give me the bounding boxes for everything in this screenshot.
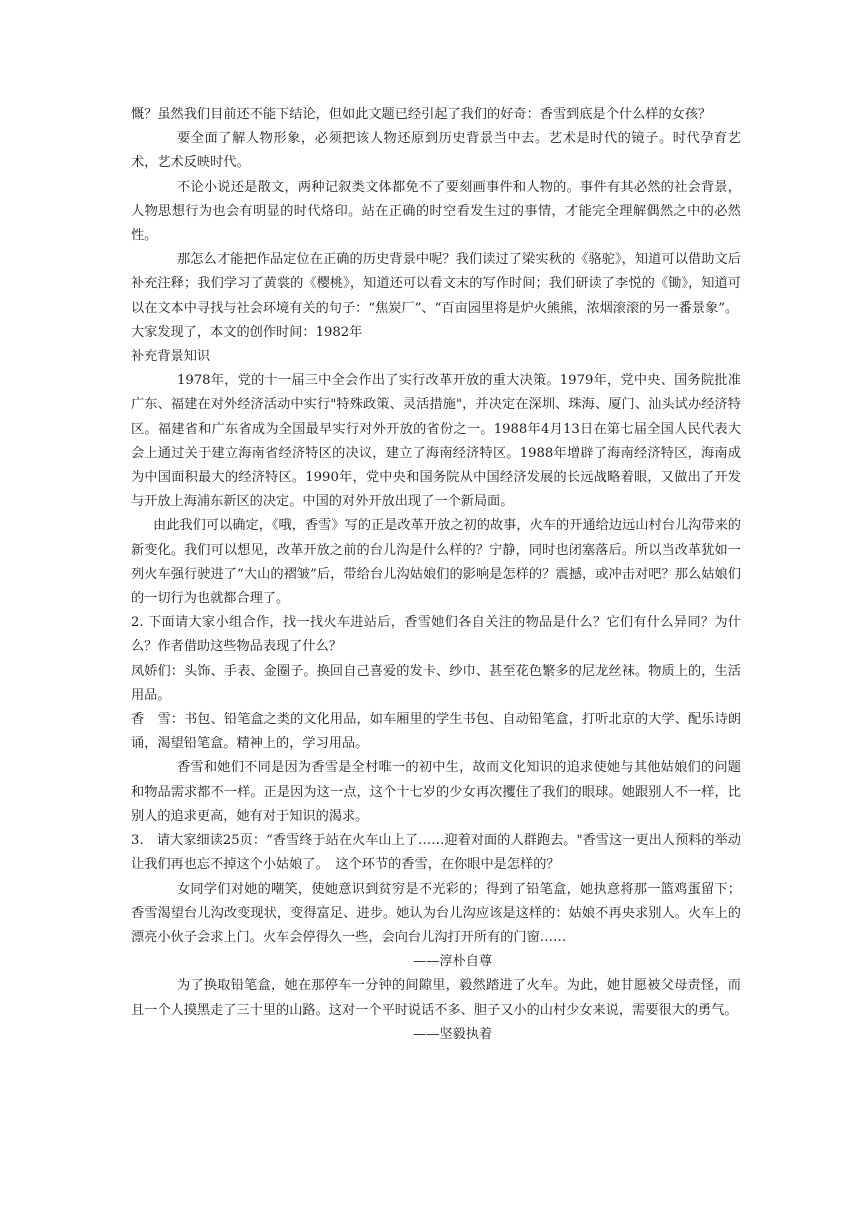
paragraph-intro-question: 慨？虽然我们目前还不能下结论，但如此文题已经引起了我们的好奇：香雪到底是个什么样的女孩？: [131, 107, 712, 122]
question-three: 3. 请大家细读25页：“香雪终于站在火车山上了……迎着对面的人群跑去。"香雪这一更出人预料的举动让我们再也忘不掉这个小姑娘了。 这个环节的香雪，在你眼中是怎样的？: [131, 833, 741, 873]
paragraph-xiangxue-difference: 香雪和她们不同是因为香雪是全村唯一的初中生，故而文化知识的追求使她与其他姑娘们的问题和物品需求都不一样。正是因为这一点，这个十七岁的少女再次攫住了我们的眼球。她跟别人不一样，比别人的追求更高，她有对于知识的渴求。: [131, 760, 741, 824]
paragraph-xiangxue-aspiration: 女同学们对她的嘲笑，使她意识到贫穷是不光彩的；得到了铅笔盒，她执意将那一篮鸡蛋留下；香雪渴望台儿沟改变现状，变得富足、进步。她认为台儿沟应该是这样的：姑娘不再央求别人。火车上的漂亮小伙子会求上门。火车会停得久一些，会向台儿沟打开所有的门窗……: [131, 881, 741, 945]
paragraph-reform-history: 1978年，党的十一届三中全会作出了实行改革开放的重大决策。1979年，党中央、国务院批准广东、福建在对外经济活动中实行"特殊政策、灵活措施"，并决定在深圳、珠海、厦门、汕头试办经济特区。福建省和广东省成为全国最早实行对外开放的省份之一。1988年4月13日在第七届全国人民代表大会上通过关于建立海南省经济特区的决议，建立了海南经济特区。1988年增辟了海南经济特区，海南成为中国面积最大的经济特区。1990年，党中央和国务院从中国经济发展的长远战略着眼，又做出了开发与开放上海浦东新区的决定。中国的对外开放出现了一个新局面。: [131, 373, 741, 510]
trait-signature-perseverance: ——坚毅执着: [413, 1026, 493, 1042]
paragraph-story-context: 由此我们可以确定，《哦，香雪》写的正是改革开放之初的故事，火车的开通给边远山村台儿沟带来的新变化。我们可以想见，改革开放之前的台儿沟是什么样的？宁静，同时也闭塞落后。所以当改革犹如一列火车强行驶进了“大山的褶皱”后，带给台儿沟姑娘们的影响是怎样的？震撼，或冲击对吧？那么姑娘们的一切行为也就都合理了。: [131, 518, 741, 607]
paragraph-background-heading: 补充背景知识: [131, 349, 211, 365]
answer-fengjiao: 凤娇们：头饰、手表、金圈子。换回自己喜爱的发卡、纱巾、甚至花色繁多的尼龙丝袜。物质上的，生活用品。: [131, 663, 741, 703]
paragraph-narrative-context: 不论小说还是散文，两种记叙类文体都免不了要刻画事件和人物的。事件有其必然的社会背景，人物思想行为也会有明显的时代烙印。站在正确的时空看发生过的事情，才能完全理解偶然之中的必然性。: [131, 179, 741, 244]
paragraph-creation-time: 大家发现了，本文的创作时间：1982年: [131, 324, 363, 340]
document-page: [131, 103, 741, 1047]
question-two: 2. 下面请大家小组合作，找一找火车进站后，香雪她们各自关注的物品是什么？它们有什么异同？为什么？作者借助这些物品表现了什么？: [131, 615, 741, 655]
trait-signature-simple-dignity: ——淳朴自尊: [413, 954, 493, 970]
paragraph-xiangxue-courage: 为了换取铅笔盒，她在那停车一分钟的间隙里，毅然踏进了火车。为此，她甘愿被父母责怪，而且一个人摸黑走了三十里的山路。这对一个平时说话不多、胆子又小的山村少女来说，需要很大的勇气。: [131, 978, 741, 1018]
paragraph-historical-background: 要全面了解人物形象，必须把该人物还原到历史背景当中去。艺术是时代的镜子。时代孕育艺术，艺术反映时代。: [131, 131, 741, 171]
answer-xiangxue: 香 雪：书包、铅笔盒之类的文化用品，如车厢里的学生书包、自动铅笔盒，打听北京的大学、配乐诗朗诵，渴望铅笔盒。精神上的，学习用品。: [131, 712, 741, 752]
paragraph-positioning-methods: 那怎么才能把作品定位在正确的历史背景中呢？我们读过了梁实秋的《骆驼》，知道可以借助文后补充注释；我们学习了黄裳的《樱桃》，知道还可以看文末的写作时间；我们研读了李悦的《锄》，知道可以在文本中寻找与社会环境有关的句子：“焦炭厂”、“百亩园里将是炉火熊熊，浓烟滚滚的另一番景象”。: [131, 252, 741, 316]
